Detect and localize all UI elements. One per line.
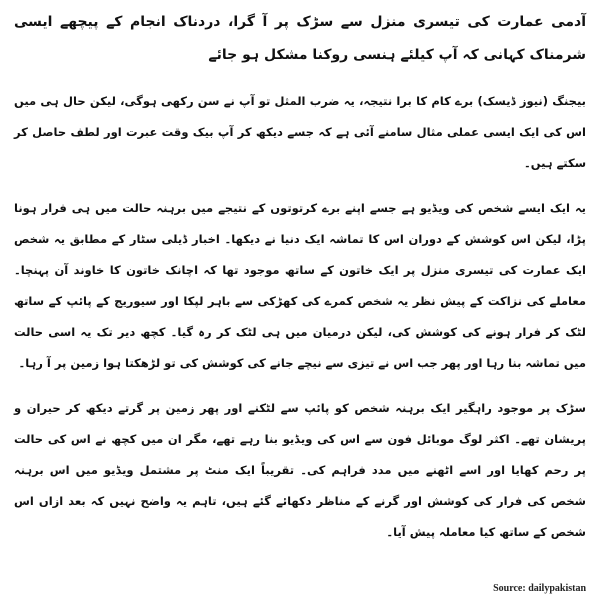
- article-paragraph: بیجنگ (نیوز ڈیسک) برے کام کا برا نتیجہ، یہ ضرب المثل تو آپ نے سن رکھی ہوگی، لیکن حال ہی میں اس کی ایک ایسی عملی مثال سامنے آئی ہے کہ جسے دیکھ کر آپ بیک وقت عبرت اور لطف حاصل کر سکتے ہیں۔: [14, 94, 586, 170]
- article: [14, 6, 586, 562]
- article-paragraph: یہ ایک ایسے شخص کی ویڈیو ہے جسے اپنے برے کرتوتوں کے نتیجے میں برہنہ حالت میں ہی فرار ہونا پڑا، لیکن اس کوشش کے دوران اس کا تماشہ ایک دنیا نے دیکھا۔ اخبار ڈیلی سٹار کے مطابق یہ شخص ایک عمارت کی تیسری منزل پر ایک خاتون کے ساتھ موجود تھا کہ اچانک خاتون کا خاوند آن پہنچا۔ معاملے کی نزاکت کے پیش نظر یہ شخص کمرے کی کھڑکی سے باہر لپکا اور سیوریج کے پائپ کے ساتھ لٹک کر فرار ہونے کی کوشش کی، لیکن درمیان میں ہی لٹک کر رہ گیا۔ کچھ دیر تک یہ اسی حالت میں تماشہ بنا رہا اور پھر جب اس نے تیزی سے نیچے جانے کی کوشش کی تو لڑھکتا ہوا زمین پر آ رہا۔: [14, 201, 586, 370]
- article-paragraph: سڑک پر موجود راہگیر ایک برہنہ شخص کو پائپ سے لٹکنے اور پھر زمین پر گرتے دیکھ کر حیران و پریشان تھے۔ اکثر لوگ موبائل فون سے اس کی ویڈیو بنا رہے تھے، مگر ان میں کچھ نے اس کی حالت پر رحم کھایا اور اسے اٹھنے میں مدد فراہم کی۔ تقریباً ایک منٹ پر مشتمل ویڈیو میں اس برہنہ شخص کی فرار کی کوشش اور گرنے کے مناظر دکھائے گئے ہیں، تاہم یہ واضح نہیں کہ بعد ازاں اس شخص کے ساتھ کیا معاملہ پیش آیا۔: [14, 401, 586, 539]
- source-credit: Source: dailypakistan: [493, 583, 586, 594]
- article-headline: آدمی عمارت کی تیسری منزل سے سڑک پر آ گرا، دردناک انجام کے پیچھے ایسی شرمناک کہانی کہ آپ کیلئے ہنسی روکنا مشکل ہو جائے: [14, 14, 586, 63]
